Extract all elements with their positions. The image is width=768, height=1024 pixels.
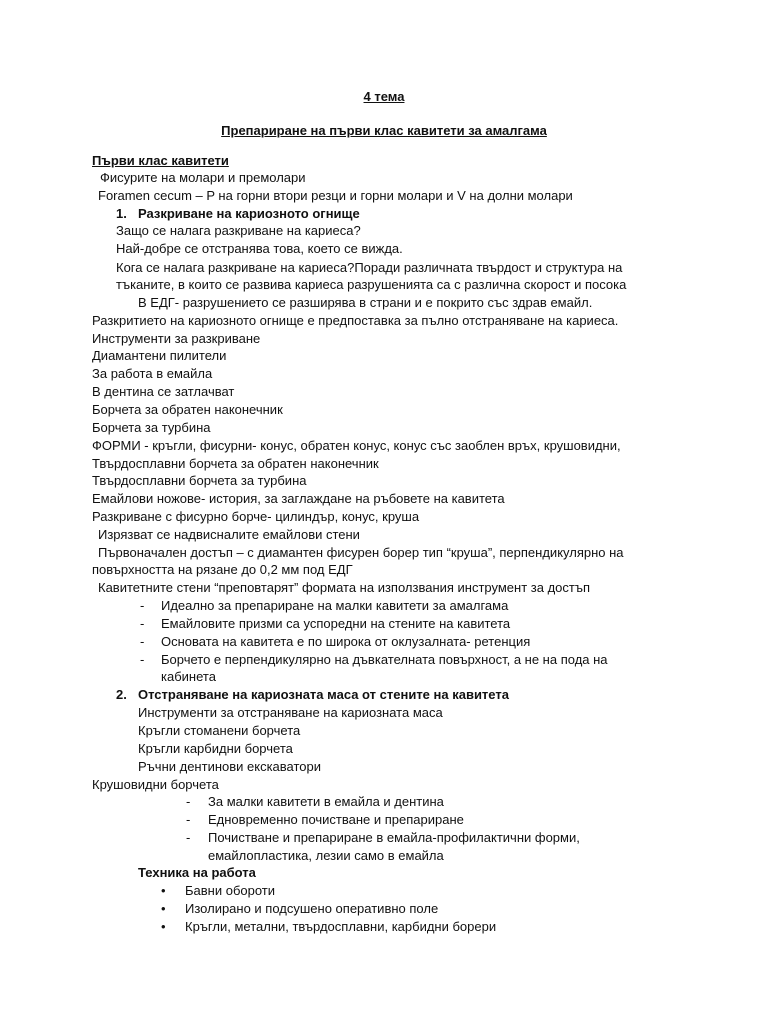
- step-title: Разкриване на кариозното огнище: [138, 206, 360, 221]
- intro-line: Фисурите на молари и премолари: [100, 170, 306, 185]
- bullet-item: Бавни обороти: [185, 883, 276, 898]
- body-line: Разкритието на кариозното огнище е предпоставка за пълно отстраняване на кариеса.: [92, 313, 619, 328]
- bullet-marker: •: [161, 919, 166, 934]
- body-line: В дентина се затлачват: [92, 384, 235, 399]
- body-line: За работа в емайла: [92, 366, 213, 381]
- dash-marker: -: [140, 598, 145, 613]
- dash-marker: -: [140, 616, 145, 631]
- dash-marker: -: [140, 634, 145, 649]
- dash-marker: -: [186, 794, 191, 809]
- body-line: повърхността на рязане до 0,2 мм под ЕДГ: [92, 562, 353, 577]
- step-line: Кога се налага разкриване на кариеса?Поради различната твърдост и структура на: [116, 260, 623, 275]
- topic-heading: 4 тема: [363, 89, 405, 104]
- pear-burs-heading: Крушовидни борчета: [92, 777, 219, 792]
- body-line: Първоначален достъп – с диамантен фисурен борер тип “круша”, перпендикулярно на: [98, 545, 624, 560]
- dash-item: За малки кавитети в емайла и дентина: [208, 794, 444, 809]
- step-line: В ЕДГ- разрушението се разширява в страни и е покрито със здрав емайл.: [138, 295, 593, 310]
- dash-item: Борчето е перпендикулярно на дъвкателната повърхност, а не на пода на: [161, 652, 608, 667]
- bullet-item: Изолирано и подсушено оперативно поле: [185, 901, 439, 916]
- body-line: Твърдосплавни борчета за обратен наконечник: [92, 456, 379, 471]
- step-line: Ръчни дентинови екскаватори: [138, 759, 322, 774]
- body-line: Емайлови ножове- история, за заглаждане на ръбовете на кавитета: [92, 491, 505, 506]
- bullet-marker: •: [161, 883, 166, 898]
- dash-item-continuation: емайлопластика, лезии само в емайла: [208, 848, 444, 863]
- step-title: Отстраняване на кариозната маса от стените на кавитета: [138, 687, 509, 702]
- body-line: Изрязват се надвисналите емайлови стени: [98, 527, 360, 542]
- step-number: 1.: [116, 206, 127, 221]
- bullet-marker: •: [161, 901, 166, 916]
- body-line: Инструменти за разкриване: [92, 331, 261, 346]
- dash-item: Едновременно почистване и препариране: [208, 812, 464, 827]
- step-line: Защо се налага разкриване на кариеса?: [116, 223, 361, 238]
- body-line: Борчета за турбина: [92, 420, 211, 435]
- body-line: Разкриване с фисурно борче- цилиндър, конус, круша: [92, 509, 420, 524]
- body-line: Диамантени пилители: [92, 348, 227, 363]
- document-title: Препариране на първи клас кавитети за амалгама: [221, 123, 547, 138]
- dash-marker: -: [186, 830, 191, 845]
- section-heading: Първи клас кавитети: [92, 153, 229, 168]
- dash-item: Почистване и препариране в емайла-профилактични форми,: [208, 830, 580, 845]
- dash-item-continuation: кабинета: [161, 669, 216, 684]
- dash-marker: -: [140, 652, 145, 667]
- step-line: Най-добре се отстранява това, което се вижда.: [116, 241, 403, 256]
- bullet-item: Кръгли, метални, твърдосплавни, карбидни борери: [185, 919, 497, 934]
- step-line: тъканите, в които се развива кариеса разрушенията са с различна скорост и посока: [116, 277, 627, 292]
- dash-item: Идеално за препариране на малки кавитети за амалгама: [161, 598, 509, 613]
- technique-heading: Техника на работа: [138, 865, 256, 880]
- body-line: Борчета за обратен наконечник: [92, 402, 283, 417]
- body-line: Кавитетните стени “преповтарят” формата на използвания инструмент за достъп: [98, 580, 591, 595]
- step-line: Кръгли стоманени борчета: [138, 723, 301, 738]
- step-line: Инструменти за отстраняване на кариозната маса: [138, 705, 443, 720]
- body-line: ФОРМИ - кръгли, фисурни- конус, обратен конус, конус със заоблен връх, крушовидни,: [92, 438, 621, 453]
- intro-line: Foramen cecum – P на горни втори резци и горни молари и V на долни молари: [98, 188, 573, 203]
- dash-marker: -: [186, 812, 191, 827]
- step-line: Кръгли карбидни борчета: [138, 741, 293, 756]
- body-line: Твърдосплавни борчета за турбина: [92, 473, 307, 488]
- dash-item: Основата на кавитета е по широка от оклузалната- ретенция: [161, 634, 531, 649]
- step-number: 2.: [116, 687, 127, 702]
- dash-item: Емайловите призми са успоредни на стените на кавитета: [161, 616, 511, 631]
